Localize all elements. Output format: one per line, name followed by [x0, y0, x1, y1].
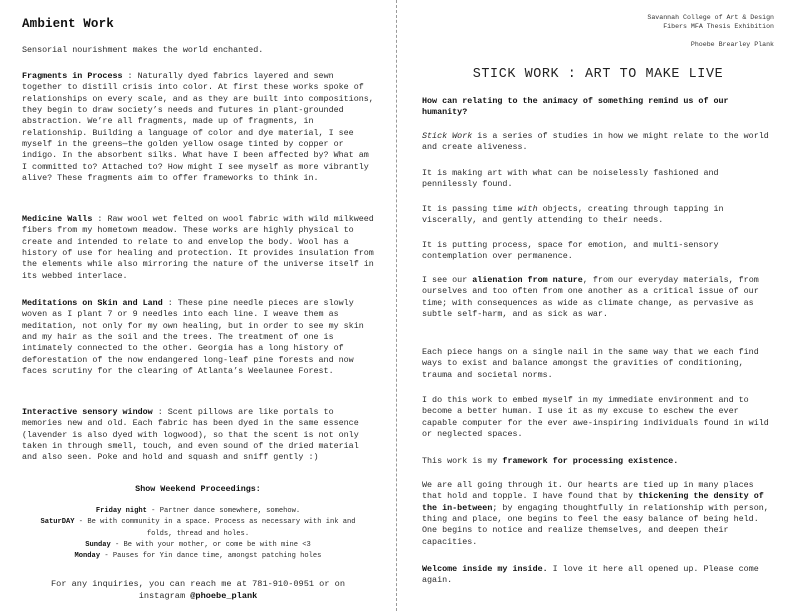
meditations-paragraph	[22, 298, 374, 377]
proceedings-list	[22, 506, 374, 562]
paragraph-1: Stick Work is a series of studies in how we might relate to the world and create aliveness.	[422, 131, 769, 153]
meditations-heading: Meditations on Skin and Land	[22, 298, 163, 308]
stick-work-title: STICK WORK : ART TO MAKE LIVE	[472, 67, 724, 82]
proceedings-heading: Show Weekend Proceedings:	[135, 484, 261, 494]
fragments-heading: Fragments in Process	[22, 71, 123, 81]
list-item: Sunday - Be with your mother, or come be with mine <3	[85, 540, 311, 549]
medicine-text: : Raw wool wet felted on wool fabric with wild milkweed fibers from my hometown meadow. These works are highly physical to create and intended to relate to and envelop the body. Wool has a history of use for healing and protection. It provides insulation from the elements while also mirroring the nature of the universe itself in its webbed interlace.	[22, 214, 374, 281]
paragraph-3: It is passing time with objects, creating through tapping in viscerally, and gently attending to their needs.	[422, 204, 724, 226]
paragraph-5: I see our alienation from nature, from our everyday materials, from ourselves and too often from one another as a critical issue of our time; with consequences as wide as climate change, as pervasive as subtle self-harm, and as sick as war.	[422, 275, 759, 320]
page-title: Ambient Work	[22, 17, 114, 31]
paragraph-8: This work is my framework for processing existence.	[422, 456, 679, 466]
meditations-text: : These pine needle pieces are slowly woven as I plant 7 or 9 needles into each line. I weave them as meditation, not only for my own healing, but in order to see my skin and my hair as the soil and the trees. The treatment of one is intimately connected to the other. Georgia has a long history of deforestation of the now endangered long-leaf pine forests and now faces scrutiny for the clearing of Atlanta’s Weelaunee Forest.	[22, 298, 364, 377]
school-header: Savannah College of Art & Design Fibers MFA Thesis Exhibition Phoebe Brearley Plank	[647, 14, 774, 48]
medicine-heading: Medicine Walls	[22, 214, 93, 224]
paragraph-2: It is making art with what can be noiselessly fashioned and pennilessly found.	[422, 168, 719, 190]
paragraph-10: Welcome inside my inside. I love it here all opened up. Please come again.	[422, 564, 759, 586]
paragraph-4: It is putting process, space for emotion, and multi-sensory contemplation over permanence.	[422, 240, 719, 262]
fragments-paragraph	[22, 71, 374, 184]
paragraph-9: We are all going through it. Our hearts are tied up in many places that hold and topple. I have found that by thickening the density of the in-between; by engaging thoughtfully in relationship with person, thing and place, one begins to feel the easy balance of being held. One begins to notice and realize themselves, and deepen their capacities.	[422, 480, 769, 547]
interactive-heading: Interactive sensory window	[22, 407, 153, 417]
interactive-text: : Scent pillows are like portals to memories new and old. Each fabric has been dyed in the same essence (lavender is also dyed with logwood), so that the scent is not only taken in through smell, touch, and even sound of the dried material and also seen. Poke and hold and squash and sniff gently :)	[22, 407, 359, 463]
list-item: SaturDAY - Be with community in a space. Process as necessary with ink and folds, thread and holes.	[40, 518, 356, 538]
interactive-paragraph	[22, 407, 374, 464]
page-divider	[396, 0, 397, 611]
contact-line: For any inquiries, you can reach me at 781-910-0951 or on instagram @phoebe_plank	[51, 579, 345, 601]
tagline: Sensorial nourishment makes the world enchanted.	[22, 45, 264, 55]
author-name: Phoebe Brearley Plank	[690, 40, 774, 48]
instagram-handle: @phoebe_plank	[190, 591, 258, 601]
paragraph-7: I do this work to embed myself in my immediate environment and to become a better human. I use it as my excuse to eschew the ever capable computer for the ever awe-inspiring individuals found in wild or neglected spaces.	[422, 395, 769, 440]
list-item: Friday night - Partner dance somewhere, somehow.	[95, 507, 301, 515]
medicine-paragraph	[22, 214, 374, 282]
paragraph-6: Each piece hangs on a single nail in the same way that we each find ways to exist and balance amongst the gravities of conditioning, trauma and societal norms.	[422, 347, 759, 380]
list-item: Monday - Pauses for Yin dance time, amongst patching holes	[74, 552, 322, 561]
question: How can relating to the animacy of something remind us of our humanity?	[422, 96, 729, 118]
fragments-text: : Naturally dyed fabrics layered and sewn together to distill crisis into color. At first these works spoke of relationships on every scale, and as they are built into compositions, they begin to draw society’s needs and futures in plant-grounded abstraction. We’re all fragments, made up of fragments, in relationship. Building a language of color and dye material, I see myself in the greens—the golden yellow osage tinted by copper or indigo. In the absorbent silks. What have I been affected by? What am I committed to? Attached to? How might I see myself as more vibrantly alive? These fragments aim to offer frameworks to think in.	[22, 71, 374, 184]
